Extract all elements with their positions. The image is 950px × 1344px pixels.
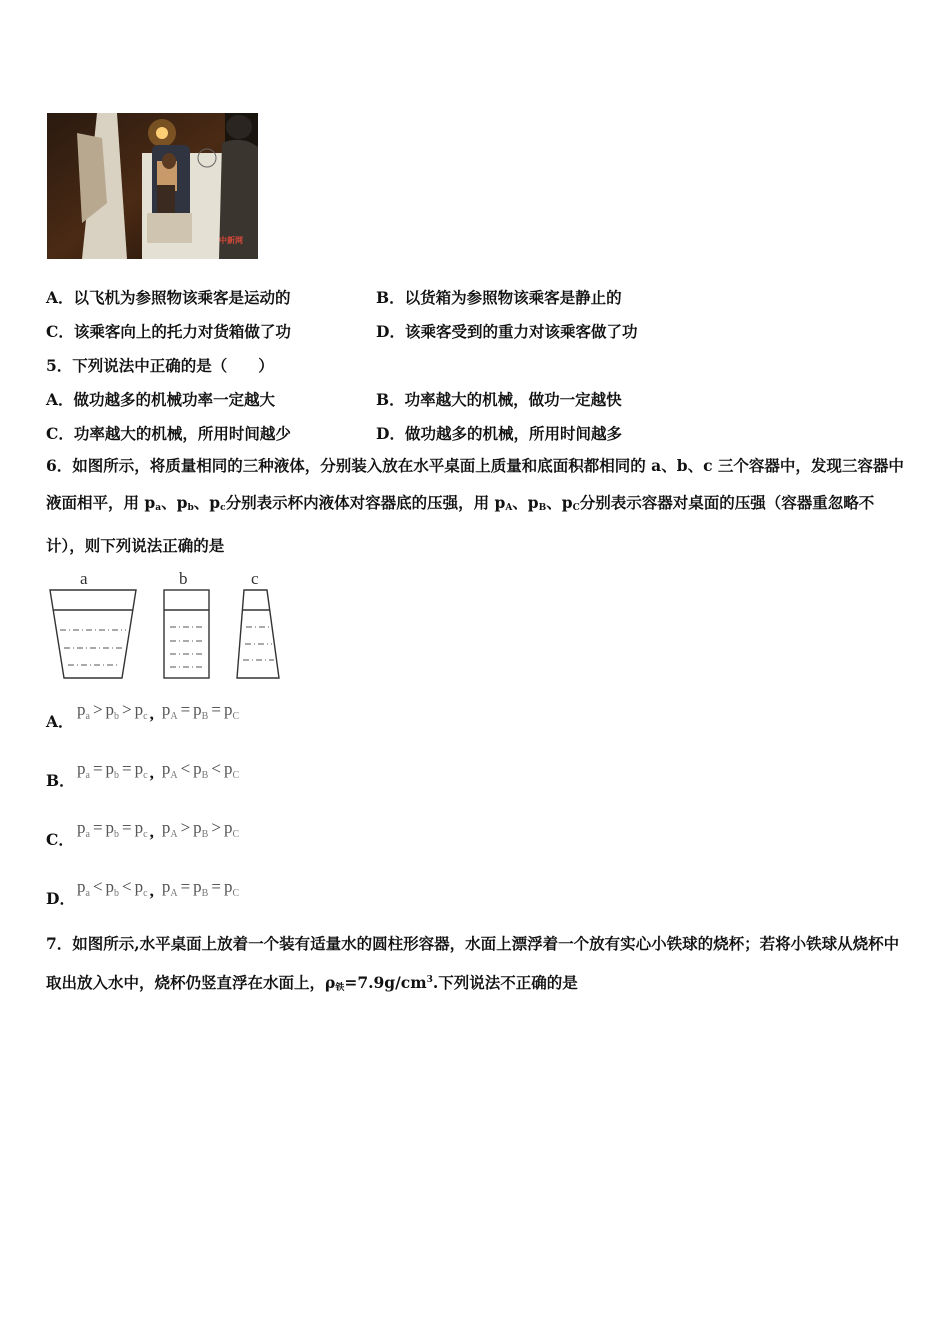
q6-option-b-letter[interactable]: B． [46, 771, 75, 790]
q6-option-d-letter[interactable]: D． [46, 889, 75, 908]
q6-option-b-formula[interactable]: $p_a = p_b = p_c$ , $p_A < p_B < p_C$ [77, 759, 240, 782]
q6-option-a-letter[interactable]: A． [46, 712, 74, 731]
airplane-cargo-photo [47, 113, 258, 259]
container-label-b: b [179, 569, 188, 588]
q5-option-b[interactable]: B．功率越大的机械，做功一定越快 [376, 390, 622, 409]
q6-option-d-formula[interactable]: $p_a < p_b < p_c$ , $p_A = p_B = p_C$ [77, 877, 240, 900]
q5-stem: 5．下列说法中正确的是（ ） [46, 356, 274, 375]
container-c [237, 590, 279, 678]
container-a [50, 590, 136, 678]
q6-option-a-formula[interactable]: $p_a > p_b > p_c$ , $p_A = p_B = p_C$ [77, 700, 240, 723]
q6-option-c-letter[interactable]: C． [46, 830, 74, 849]
q6-option-c-formula[interactable]: $p_a = p_b = p_c$ , $p_A > p_B > p_C$ [77, 818, 240, 841]
q7-stem: 7．如图所示,水平桌面上放着一个装有适量水的圆柱形容器，水面上漂浮着一个放有实心小铁球的烧杯；若将小铁球从烧杯中取出放入水中，烧杯仍竖直浮在水面上，$\rho_铁=7.9g/cm^3$.下列说法不正确的是 [46, 934, 900, 993]
container-label-c: c [251, 569, 259, 588]
q6-containers-diagram [46, 566, 296, 688]
container-b [164, 590, 209, 678]
photo-watermark: 中新网 [219, 236, 243, 245]
q4-option-d[interactable]: D．该乘客受到的重力对该乘客做了功 [376, 322, 638, 341]
q4-option-b[interactable]: B．以货箱为参照物该乘客是静止的 [376, 288, 622, 307]
q4-option-c[interactable]: C．该乘客向上的托力对货箱做了功 [46, 322, 291, 341]
container-label-a: a [80, 569, 88, 588]
q5-option-c[interactable]: C．功率越大的机械，所用时间越少 [46, 424, 291, 443]
q4-option-a[interactable]: A．以飞机为参照物该乘客是运动的 [46, 288, 291, 307]
q5-option-a[interactable]: A．做功越多的机械功率一定越大 [46, 390, 276, 409]
q6-stem: 6．如图所示，将质量相同的三种液体，分别装入放在水平桌面上质量和底面积都相同的 a、b、c 三个容器中，发现三容器中液面相平，用 $p_a$、$p_b$、$p_c$分别表示杯内液体对容器底的压强，用 $p_A$、$p_B$、$p_C$分别表示容器对桌面的压强（容器重忽略不计），则下列说法正确的是 [46, 456, 904, 555]
q5-option-d[interactable]: D．做功越多的机械，所用时间越多 [376, 424, 622, 443]
